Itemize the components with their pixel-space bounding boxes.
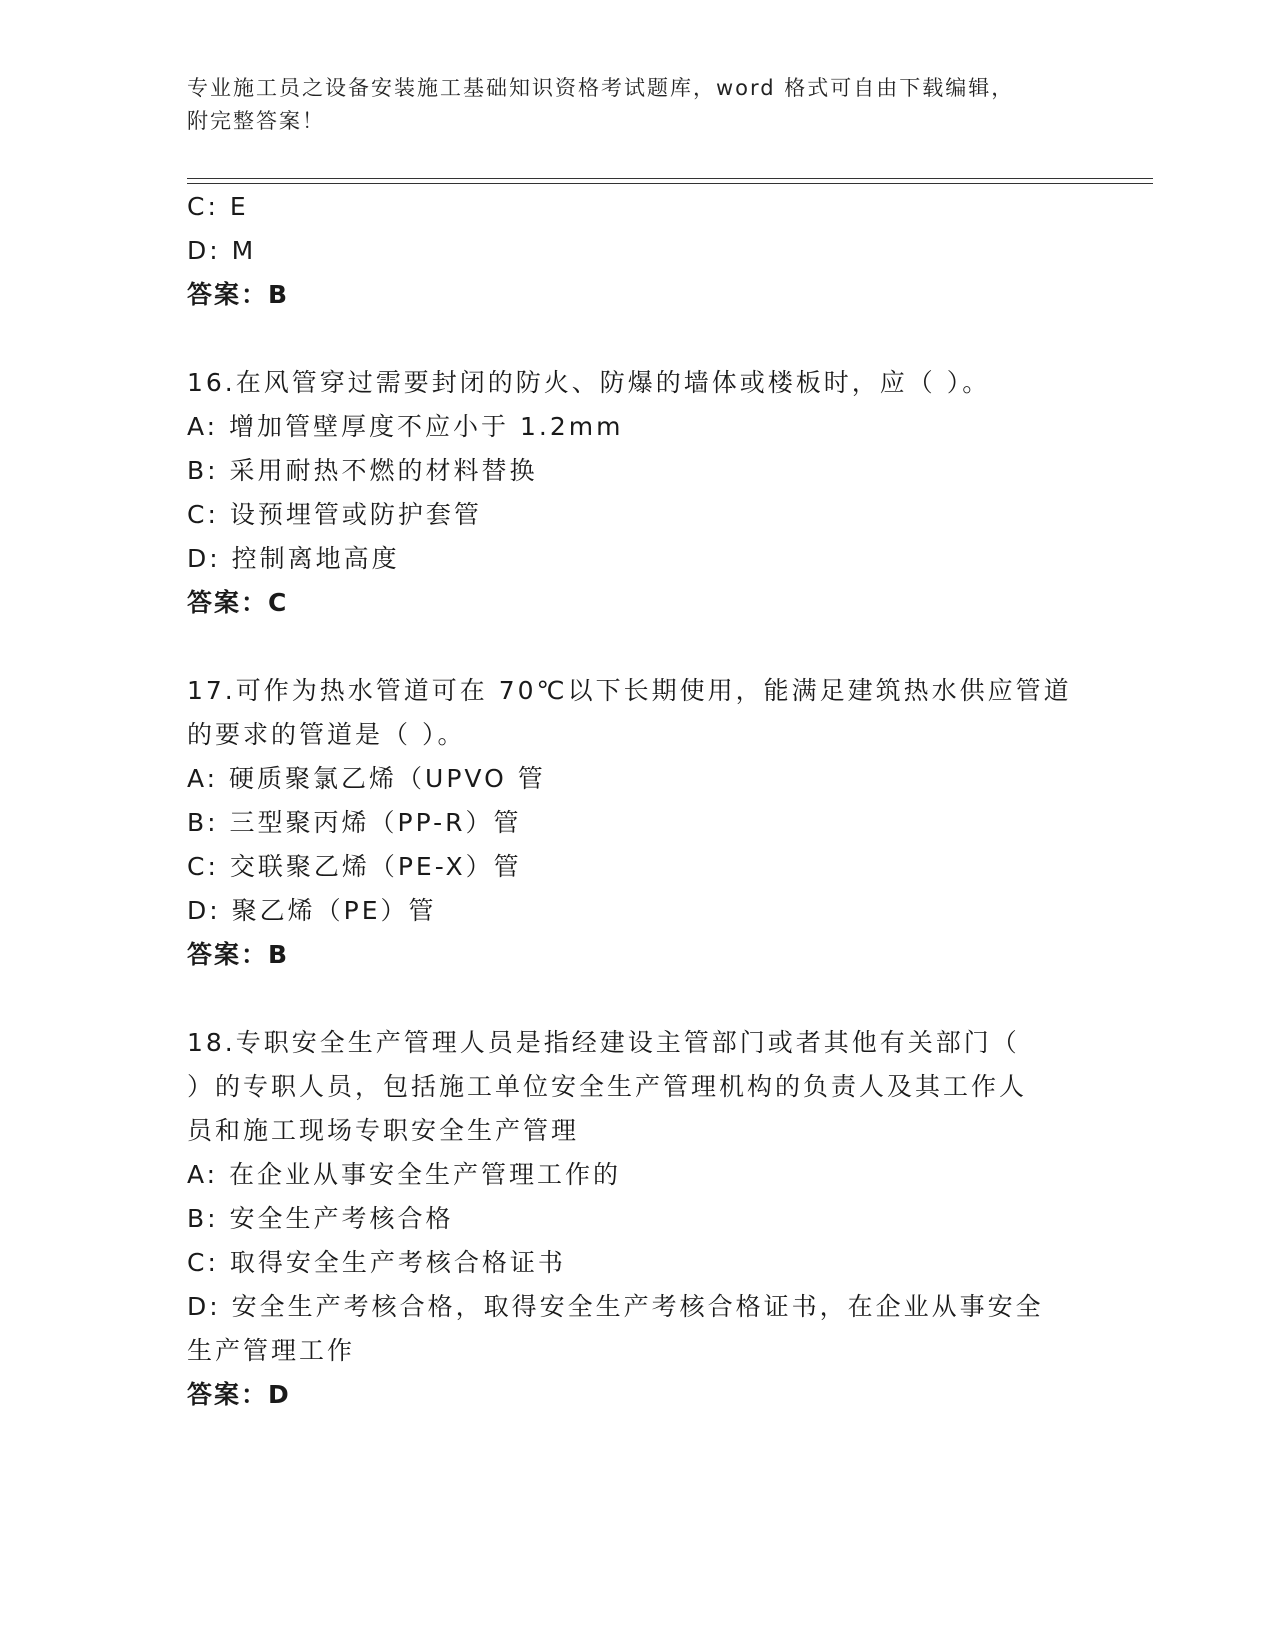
q17-answer: 答案：B [187,940,290,969]
q16-answer: 答案：C [187,588,289,617]
q18-stem-line-2: ）的专职人员，包括施工单位安全生产管理机构的负责人及其工作人 [187,1072,1028,1101]
header-divider-bottom [187,183,1153,184]
header-line-2: 附完整答案！ [187,109,325,133]
q17-stem-line-2: 的要求的管道是（ ）。 [187,720,466,749]
prev-answer: 答案：B [187,280,290,309]
q16-option-d: D: 控制离地高度 [187,544,400,573]
q18-stem-line-3: 员和施工现场专职安全生产管理 [187,1116,580,1145]
q18-option-d-line-2: 生产管理工作 [187,1336,356,1365]
q18-option-b: B: 安全生产考核合格 [187,1204,454,1233]
q17-option-b: B: 三型聚丙烯（PP-R）管 [187,808,522,837]
q18-stem-line-1: 18.专职安全生产管理人员是指经建设主管部门或者其他有关部门（ [187,1028,1020,1057]
q16-stem: 16.在风管穿过需要封闭的防火、防爆的墙体或楼板时，应（ ）。 [187,368,991,397]
q17-option-d: D: 聚乙烯（PE）管 [187,896,437,925]
header-line-1: 专业施工员之设备安装施工基础知识资格考试题库，word 格式可自由下载编辑， [187,76,1015,100]
q16-option-b: B: 采用耐热不燃的材料替换 [187,456,538,485]
q18-option-c: C: 取得安全生产考核合格证书 [187,1248,566,1277]
q16-option-c: C: 设预埋管或防护套管 [187,500,482,529]
prev-option-c: C: E [187,192,249,221]
q17-option-c: C: 交联聚乙烯（PE-X）管 [187,852,522,881]
q16-option-a: A: 增加管壁厚度不应小于 1.2mm [187,412,624,441]
q18-answer: 答案：D [187,1380,291,1409]
q17-option-a: A: 硬质聚氯乙烯（UPVO 管 [187,764,546,793]
q18-option-d-line-1: D: 安全生产考核合格，取得安全生产考核合格证书，在企业从事安全 [187,1292,1044,1321]
document-header [187,72,1087,138]
q17-stem-line-1: 17.可作为热水管道可在 70℃以下长期使用，能满足建筑热水供应管道 [187,676,1072,705]
prev-option-d: D: M [187,236,257,265]
header-divider-top [187,178,1153,179]
q18-option-a: A: 在企业从事安全生产管理工作的 [187,1160,622,1189]
